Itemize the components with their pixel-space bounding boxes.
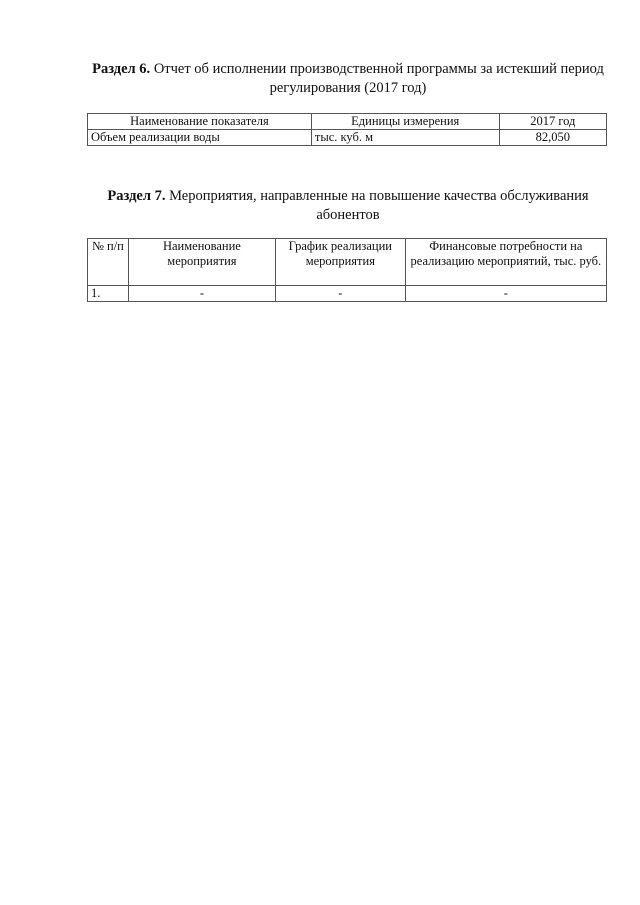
table-cell: -	[405, 286, 606, 302]
table-cell: 1.	[88, 286, 129, 302]
table-row	[88, 130, 607, 146]
table-cell: тыс. куб. м	[311, 130, 499, 146]
table-header-cell: Наименование мероприятия	[128, 239, 275, 286]
section-6-title: Отчет об исполнении производственной программы за истекший период регулирования (2017 год)	[153, 61, 604, 96]
table-cell: 82,050	[499, 130, 606, 146]
table-header-cell: Наименование показателя	[88, 114, 312, 130]
table-header-cell: Финансовые потребности на реализацию мероприятий, тыс. руб.	[405, 239, 606, 286]
table-header-row	[88, 114, 607, 130]
table-cell: Объем реализации воды	[88, 130, 312, 146]
table-header-cell: График реализации мероприятия	[275, 239, 405, 286]
section-7-label: Раздел 7.	[107, 188, 166, 204]
table-row	[88, 286, 607, 302]
table-cell: -	[275, 286, 405, 302]
section-6-label: Раздел 6.	[92, 61, 151, 77]
section-7-heading	[88, 187, 608, 225]
section-7-title: Мероприятия, направленные на повышение качества обслуживания абонентов	[169, 188, 589, 223]
section-6-table	[87, 113, 607, 146]
table-cell: -	[128, 286, 275, 302]
table-header-cell: Единицы измерения	[311, 114, 499, 130]
table-header-cell: № п/п	[88, 239, 129, 286]
section-7-table	[87, 238, 607, 302]
table-header-cell: 2017 год	[499, 114, 606, 130]
table-header-row	[88, 239, 607, 286]
section-6-heading	[88, 60, 608, 98]
